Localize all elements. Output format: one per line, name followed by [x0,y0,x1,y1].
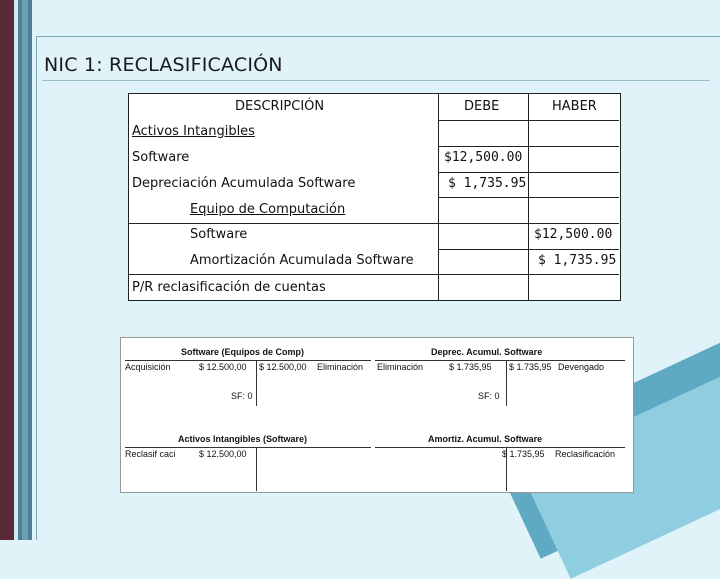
t-account-title: Activos Intangibles (Software) [178,434,308,444]
t-account-hline [375,360,625,361]
left-bar-maroon [0,0,14,540]
t-account-vline [256,447,257,491]
row-divider [128,274,619,275]
slide-title: NIC 1: RECLASIFICACIÓN [44,54,283,76]
t-account-vline [256,360,257,406]
row-debit: $ 1,735.95 [448,176,527,191]
t-account-hline [375,447,625,448]
t-account-label: Devengado [558,362,605,372]
row-credit: $ 1,735.95 [538,253,617,268]
t-account-balance: SF: 0 [231,391,253,401]
ledger-t-accounts [120,337,634,493]
t-account-title: Deprec. Acumul. Software [431,347,543,357]
row-desc: Activos Intangibles [132,124,255,139]
t-account-balance: SF: 0 [478,391,500,401]
t-account-title: Software (Equipos de Comp) [181,347,305,357]
header-divider [438,120,619,121]
row-divider [438,197,619,198]
t-account-label: Reclasif caci [125,449,176,459]
t-account-value: $ 1.735,95 [509,362,552,372]
t-account-value: $ 12.500,00 [259,362,307,372]
t-account-hline [125,360,371,361]
t-account-label: Eliminación [317,362,364,372]
header-credit: HABER [552,99,597,114]
t-account-hline [125,447,371,448]
row-desc: Depreciación Acumulada Software [132,176,356,191]
t-account-label: Acquisición [125,362,171,372]
row-debit: $12,500.00 [444,150,523,165]
row-desc: Software [132,150,190,165]
t-account-value: $ 1.735,95 [449,362,492,372]
journal-table [128,93,621,301]
row-divider [438,172,619,173]
t-account-value: $ 12.500,00 [199,362,247,372]
t-account-vline [506,360,507,406]
row-divider [438,249,619,250]
row-desc: Equipo de Computación [190,202,346,217]
header-description: DESCRIPCIÓN [235,99,325,114]
t-account-title: Amortiz. Acumul. Software [428,434,543,444]
t-account-label: Eliminación [377,362,424,372]
row-desc: Amortización Acumulada Software [190,253,414,268]
t-account-value: $ 1.735,95 [502,449,545,459]
left-bar-blue-inner [22,0,28,540]
t-account-label: Reclasificación [555,449,616,459]
row-desc: Software [190,227,248,242]
row-divider [128,223,619,224]
row-credit: $12,500.00 [534,227,613,242]
title-underline [42,80,710,81]
row-divider [438,146,619,147]
row-desc: P/R reclasificación de cuentas [132,280,326,295]
header-debit: DEBE [464,99,500,114]
t-account-value: $ 12.500,00 [199,449,247,459]
